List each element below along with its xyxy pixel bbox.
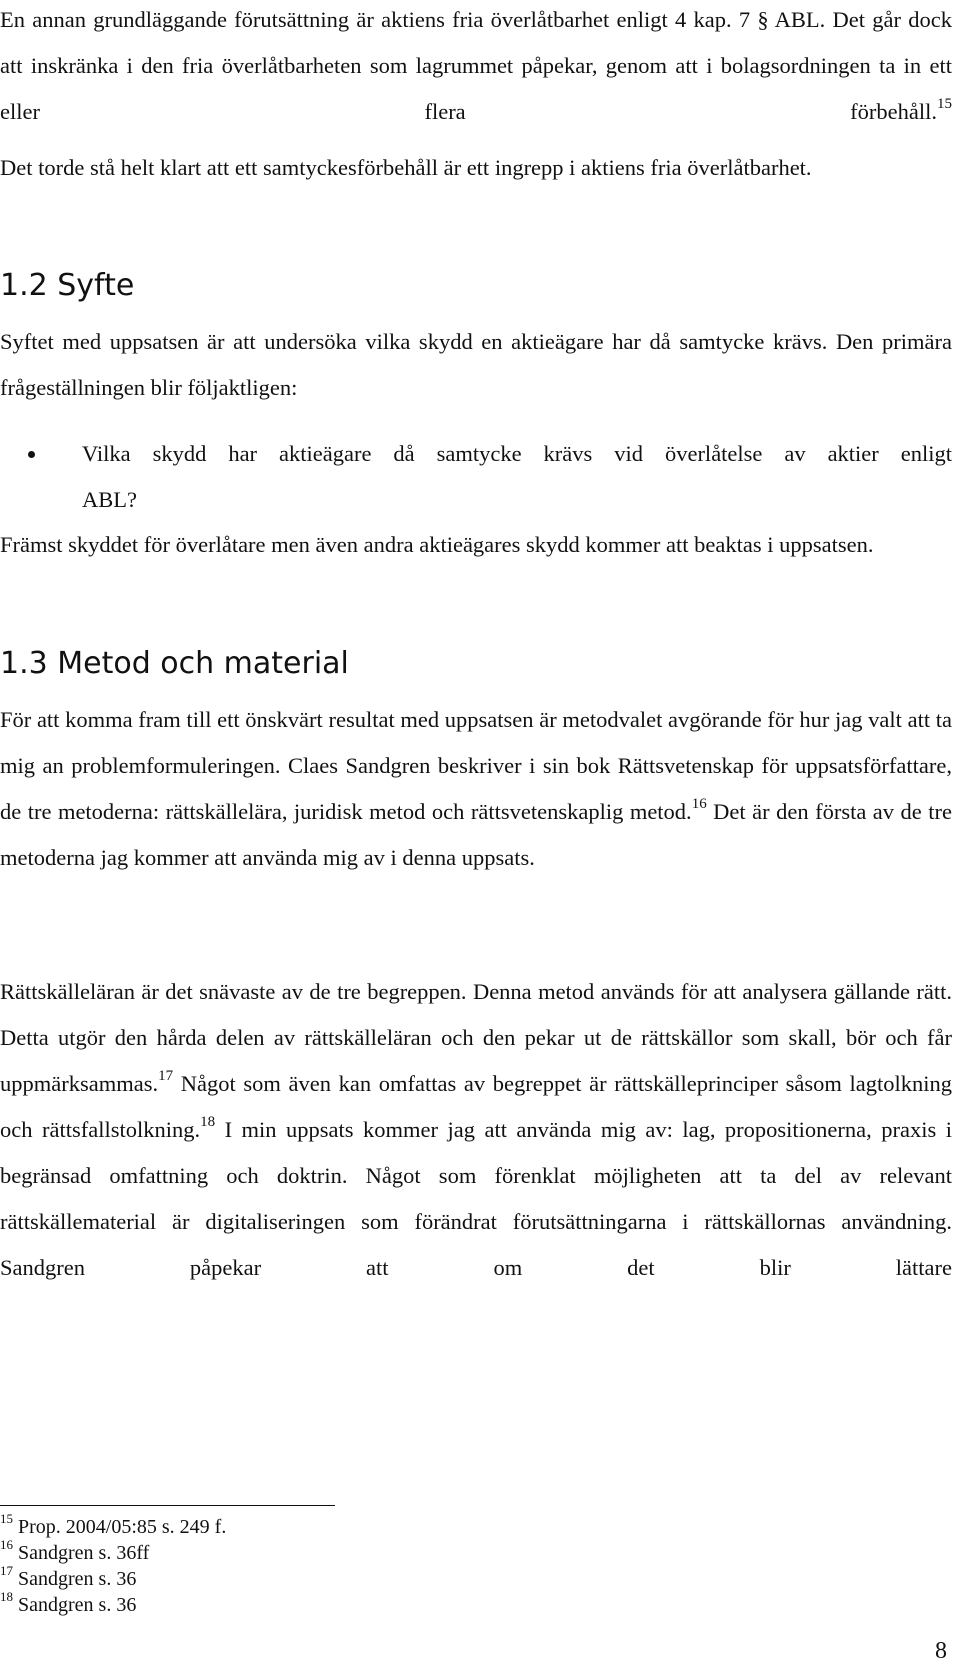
bullet-text-line2: ABL? — [82, 487, 137, 512]
paragraph-consent-clause — [0, 145, 952, 191]
footnote-number: 15 — [0, 1511, 13, 1527]
bullet-dot-icon — [28, 451, 35, 458]
footnote-ref-15: 15 — [937, 95, 952, 112]
footnote-16 — [0, 1537, 150, 1566]
footnote-text: Prop. 2004/05:85 s. 249 f. — [18, 1516, 227, 1538]
paragraph-share-transferability — [0, 0, 952, 135]
section-heading-syfte: 1.2 Syfte — [0, 268, 135, 303]
footnote-text: Sandgren s. 36ff — [18, 1542, 150, 1564]
paragraph-text: Främst skyddet för överlåtare men även andra aktieägares skydd kommer att beaktas i uppsatsen. — [0, 532, 874, 557]
paragraph-protection-scope — [0, 522, 952, 568]
paragraph-text: Det torde stå helt klart att ett samtyckesförbehåll är ett ingrepp i aktiens fria överlåtbarhet. — [0, 155, 812, 180]
footnote-text: Sandgren s. 36 — [18, 1594, 137, 1616]
paragraph-text: Det är den första av de tre metoderna jag kommer att använda mig av i denna uppsats. — [0, 799, 952, 870]
footnote-number: 18 — [0, 1589, 13, 1605]
bullet-list-item — [0, 431, 952, 523]
footnote-number: 17 — [0, 1563, 13, 1579]
footnote-ref-16: 16 — [691, 795, 707, 812]
section-heading-metod: 1.3 Metod och material — [0, 646, 349, 681]
footnote-17 — [0, 1563, 137, 1592]
footnote-number: 16 — [0, 1537, 13, 1553]
page-number: 8 — [935, 1638, 947, 1664]
paragraph-legal-sources — [0, 969, 952, 1291]
footnote-separator — [0, 1505, 335, 1506]
footnote-text: Sandgren s. 36 — [18, 1568, 137, 1590]
paragraph-text: I min uppsats kommer jag att använda mig av: lag, propositionerna, praxis i begränsad omfattning och doktrin. Något som förenklat möjligheten att ta del av relevant rättskällematerial är digitaliseringen som förändrat förutsättningarna i rättskällornas användning. Sandgren påpekar att om det blir lättare — [0, 1117, 952, 1280]
bullet-text-line1: Vilka skydd har aktieägare då samtycke krävs vid överlåtelse av aktier enligt — [82, 441, 952, 466]
footnote-18 — [0, 1589, 137, 1618]
footnote-ref-18: 18 — [200, 1113, 216, 1130]
paragraph-purpose — [0, 319, 952, 411]
paragraph-text: Syftet med uppsatsen är att undersöka vilka skydd en aktieägare har då samtycke krävs. Den primära frågeställningen blir följaktligen: — [0, 329, 952, 400]
paragraph-text: För att komma fram till ett önskvärt resultat med uppsatsen är metodvalet avgörande för hur jag valt att ta mig an problemformuleringen. Claes Sandgren beskriver i sin bok Rättsvetenskap för uppsatsförfattare, de tre metoderna: rättskällelära, juridisk metod och rättsvetenskaplig metod. — [0, 707, 952, 824]
paragraph-text: En annan grundläggande förutsättning är aktiens fria överlåtbarhet enligt 4 kap. 7 § ABL. Det går dock att inskränka i den fria överlåtbarheten som lagrummet påpekar, genom att i bolagsordningen ta in ett eller flera förbehåll. — [0, 7, 952, 124]
paragraph-text: Rättskälleläran är det snävaste av de tre begreppen. Denna metod används för att analysera gällande rätt. Detta utgör den hårda delen av rättskälleläran och den pekar ut de rättskällor som skall, bör och får uppmärksammas. — [0, 979, 952, 1096]
paragraph-method — [0, 697, 952, 881]
footnote-15 — [0, 1511, 227, 1540]
footnote-ref-17: 17 — [158, 1067, 174, 1084]
paragraph-text: Något som även kan omfattas av begreppet är rättskälleprinciper såsom lagtolkning och rättsfallstolkning. — [0, 1071, 952, 1142]
